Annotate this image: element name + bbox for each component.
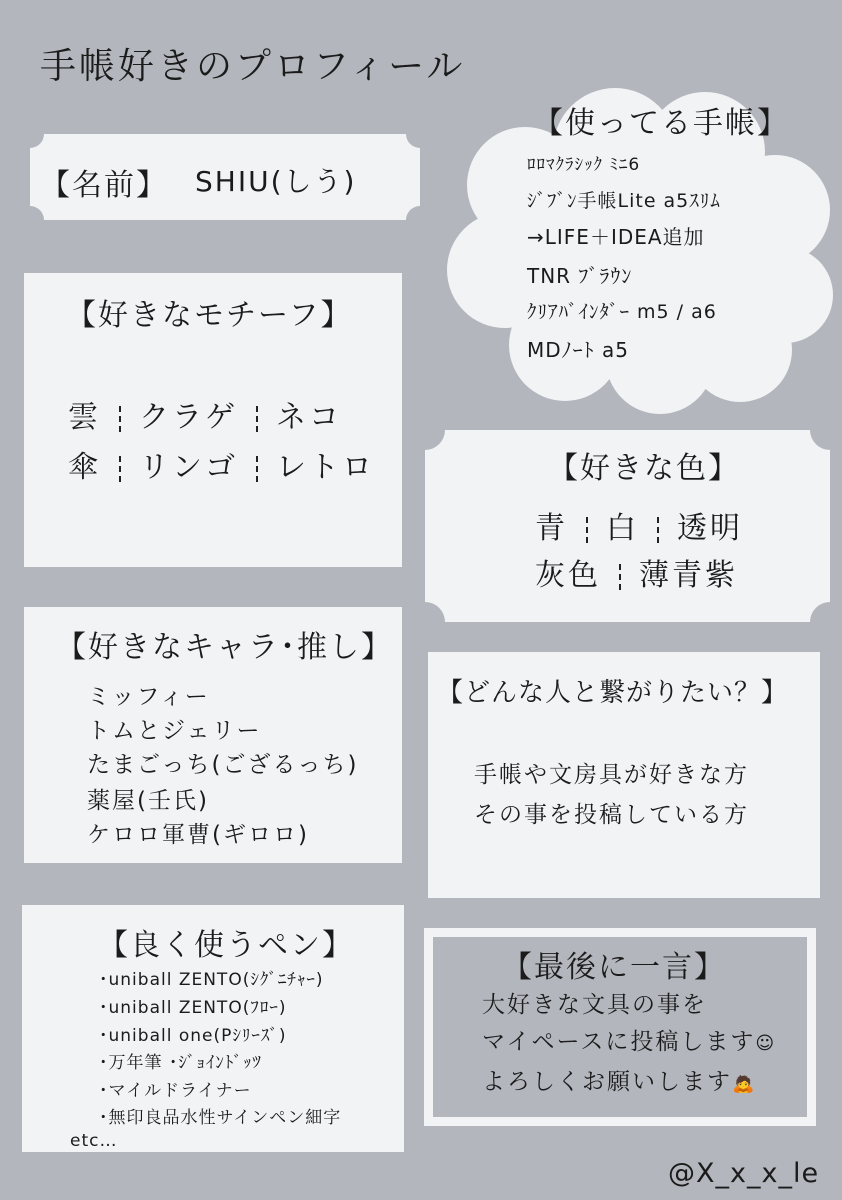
motif-retro: レトロ	[276, 450, 375, 485]
motif-cloud: 雲	[68, 400, 101, 435]
planner-item-6: MDﾉｰﾄ a5	[527, 338, 629, 362]
dashed-separator	[619, 564, 621, 590]
planners-heading: 【使ってる手帳】	[533, 106, 789, 141]
character-item-5: ケロロ軍曹(ギロロ)	[87, 822, 309, 848]
last-word-line-3-text: よろしくお願いします	[482, 1069, 732, 1095]
smile-emoji-icon: ☺	[755, 1033, 777, 1054]
planner-item-5: ｸﾘｱﾊﾞｲﾝﾀﾞｰ m5 / a6	[527, 301, 717, 323]
colors-heading: 【好きな色】	[548, 451, 740, 486]
planner-item-4: TNR ﾌﾞﾗｳﾝ	[527, 264, 633, 288]
color-gray: 灰色	[535, 558, 601, 593]
last-word-line-1: 大好きな文具の事を	[482, 992, 707, 1018]
color-white: 白	[606, 511, 639, 546]
pen-item-5: ･マイルドライナー	[99, 1081, 252, 1101]
pen-item-etc: etc…	[70, 1131, 118, 1151]
dashed-separator	[256, 456, 258, 482]
last-word-heading: 【最後に一言】	[502, 950, 726, 985]
last-word-line-3	[482, 1063, 756, 1096]
motif-jellyfish: クラゲ	[139, 400, 238, 435]
character-item-2: トムとジェリー	[87, 718, 262, 744]
connect-line-2: その事を投稿している方	[474, 802, 749, 828]
last-word-line-2	[482, 1023, 776, 1056]
motif-apple: リンゴ	[139, 450, 238, 485]
motifs-row-2	[68, 442, 375, 486]
pen-item-6: ･無印良品水性サインペン細字	[99, 1108, 342, 1128]
name-value: SHIU(しう)	[195, 165, 357, 198]
pens-heading: 【良く使うペン】	[98, 928, 354, 963]
pen-item-2: ･uniball ZENTO(ﾌﾛｰ)	[99, 998, 287, 1018]
dashed-separator	[657, 517, 659, 543]
pen-item-1: ･uniball ZENTO(ｼｸﾞﾆﾁｬｰ)	[99, 970, 324, 990]
pen-item-4: ･万年筆 ･ｼﾞｮｲﾝﾄﾞｯﾂ	[99, 1053, 262, 1073]
pen-item-3: ･uniball one(Pｼﾘｰｽﾞ)	[99, 1026, 287, 1046]
connect-heading: 【どんな人と繋がりたい？】	[437, 678, 789, 708]
characters-heading: 【好きなキャラ･推し】	[56, 630, 393, 665]
color-lavender: 薄青紫	[639, 558, 738, 593]
user-handle: @X_x_x_le	[668, 1158, 820, 1189]
motifs-row-1	[68, 392, 342, 436]
planner-item-3: →LIFE＋IDEA追加	[527, 225, 705, 249]
connect-line-1: 手帳や文房具が好きな方	[474, 762, 749, 788]
color-blue: 青	[535, 511, 568, 546]
dashed-separator	[256, 406, 258, 432]
name-label: 【名前】	[40, 168, 168, 203]
motif-cat: ネコ	[276, 400, 342, 435]
character-item-3: たまごっち(ござるっち)	[87, 752, 359, 778]
page-title: 手帳好きのプロフィール	[40, 46, 466, 87]
bowing-person-icon: 🙇	[732, 1073, 757, 1094]
character-item-4: 薬屋(壬氏)	[87, 788, 209, 814]
character-item-1: ミッフィー	[87, 684, 210, 710]
last-word-line-2-text: マイペースに投稿します	[482, 1029, 756, 1055]
colors-row-1	[535, 503, 743, 547]
dashed-separator	[586, 517, 588, 543]
color-clear: 透明	[677, 511, 743, 546]
motif-umbrella: 傘	[68, 450, 101, 485]
dashed-separator	[119, 456, 121, 482]
colors-row-2	[535, 550, 738, 594]
dashed-separator	[119, 406, 121, 432]
planner-item-1: ﾛﾛﾏｸﾗｼｯｸ ﾐﾆ6	[527, 155, 641, 175]
motifs-heading: 【好きなモチーフ】	[66, 298, 353, 333]
planner-item-2: ｼﾞﾌﾞﾝ手帳Lite a5ｽﾘﾑ	[527, 190, 721, 212]
